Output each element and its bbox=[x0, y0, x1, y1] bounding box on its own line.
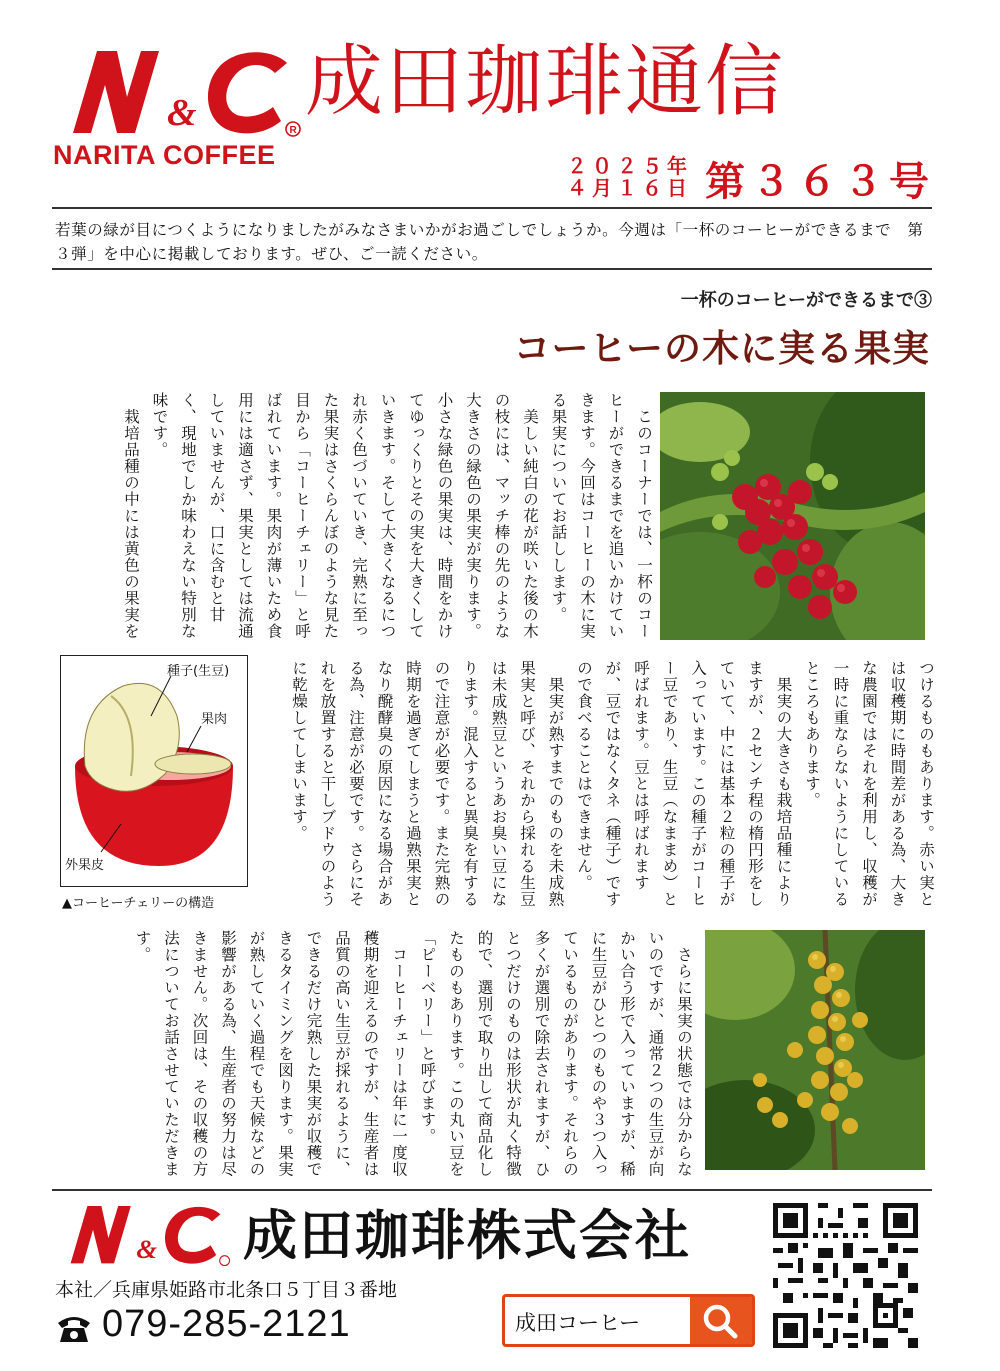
issue-date-year: ２０２５年 bbox=[567, 154, 692, 178]
phone-number[interactable]: 079-285-2121 bbox=[102, 1303, 351, 1345]
svg-text:R: R bbox=[289, 125, 297, 136]
footer-nc-logo bbox=[58, 1200, 233, 1268]
newsletter-title: 成田珈琲通信 bbox=[305, 37, 786, 127]
yellow-cherries-photo bbox=[705, 930, 925, 1170]
search-button[interactable] bbox=[690, 1297, 752, 1344]
issue-date bbox=[567, 155, 712, 199]
header-divider bbox=[52, 207, 932, 209]
diagram-caption: ▲コーヒーチェリーの構造 bbox=[62, 896, 215, 911]
svg-text:&: & bbox=[167, 92, 197, 134]
coffee-cherry-diagram bbox=[60, 655, 248, 887]
intro-text: 若葉の緑が目につくようになりましたがみなさまいかがお過ごしでしょうか。今週は「一杯のコーヒーができるまで 第３弾」を中心に掲載しております。ぜひ、ご一読ください。 bbox=[55, 221, 924, 263]
red-cherries-photo bbox=[660, 392, 925, 640]
nc-logo bbox=[55, 45, 305, 137]
intro-divider bbox=[52, 268, 932, 270]
issue-number: 第３６３号 bbox=[705, 159, 935, 205]
article-column-top bbox=[118, 392, 658, 642]
search-icon bbox=[690, 1297, 752, 1344]
article-paragraph: つけるものもあります。赤い実とは収穫期に時間差がある為、大きな農園ではそれを利用し、収穫が一時に重ならないようにしているところもあります。 bbox=[803, 660, 935, 908]
logo-subtitle: NARITA COFFEE bbox=[53, 140, 276, 170]
article-paragraph: 美しい純白の花が咲いた後の木の枝には、マッチ棒の先のような大きさの緑色の果実が実ります。小さな緑色の果実は、時間をかけてゆっくりとその実を大きくしていきます。そして大きくなるにつれ赤く色づいていき、完熟に至った果実はさくらんぼのような見た目から「コーヒーチェリー」と呼ばれています。果肉が薄いため食用には適さず、果実としては流通していませんが、口に含むと甘く、現地でしか味わえない特別な味です。 bbox=[150, 392, 539, 640]
search-box[interactable] bbox=[502, 1294, 755, 1347]
article-column-bottom bbox=[118, 930, 698, 1186]
phone-icon bbox=[55, 1311, 93, 1345]
article-paragraph: さらに果実の状態では分からないのですが、通常２つの生豆が向かい合う形で入っていますが、稀に生豆がひとつのものや３つ入っているものがあります。それらの多くが選別で除去されますが、ひとつだけのものは形状が丸く特徴的で、選別で取り出して商品化したものもあります。この丸い豆を「ピーベリー」と呼びます。 bbox=[418, 930, 693, 1178]
svg-text:&: & bbox=[136, 1233, 158, 1264]
company-name: 成田珈琲株式会社 bbox=[243, 1204, 691, 1267]
issue-date-day: ４月１６日 bbox=[567, 176, 692, 200]
article-series-label: 一杯のコーヒーができるまで③ bbox=[680, 290, 932, 311]
article-column-middle bbox=[262, 660, 940, 916]
article-paragraph: コーヒーチェリーは年に一度収穫期を迎えるのですが、生産者は品質の高い生豆が採れるように、できるだけ完熟した果実が収穫できるタイミングを図ります。果実が熟していく過程でも天候などの影響がある為、生産者の努力は尽きません。次回は、その収穫の方法についてお話させていただきます。 bbox=[133, 930, 408, 1178]
footer-divider bbox=[52, 1189, 932, 1191]
search-keyword: 成田コーヒー bbox=[515, 1311, 641, 1335]
qr-code[interactable] bbox=[773, 1203, 918, 1348]
diagram-label-seed: 種子(生豆) bbox=[167, 664, 230, 679]
article-headline: コーヒーの木に実る果実 bbox=[513, 326, 930, 370]
article-paragraph: 果実の大きさも栽培品種によりますが、２センチ程の楕円形をしていて、中には基本２粒の種子が入っています。この種子がコーヒー豆であり、生豆（なままめ）と呼ばれます。豆とは呼ばれますが、豆ではなくタネ（種子）ですので食べることはできません。 bbox=[575, 660, 793, 908]
company-address: 本社／兵庫県姫路市北条口５丁目３番地 bbox=[55, 1279, 398, 1301]
article-paragraph: 栽培品種の中には黄色の果実を bbox=[122, 392, 140, 640]
article-paragraph: このコーナーでは、一杯のコーヒーができるまでを追いかけていきます。今回はコーヒーの木に実る果実についてお話しします。 bbox=[549, 392, 653, 640]
diagram-label-skin: 外果皮 bbox=[65, 858, 105, 873]
diagram-label-pulp: 果肉 bbox=[201, 712, 228, 727]
article-paragraph: 果実が熟すまでのものを未成熟果実と呼び、それから採れる生豆は未成熟豆というあお臭い豆になります。混入すると異臭を有するので注意が必要です。また完熟の時期を過ぎてしまうと過熟果実となり醗酵臭の原因になる場合がある為、注意が必要です。さらにそれを放置すると干しブドウのように乾燥してしまいます。 bbox=[290, 660, 565, 908]
